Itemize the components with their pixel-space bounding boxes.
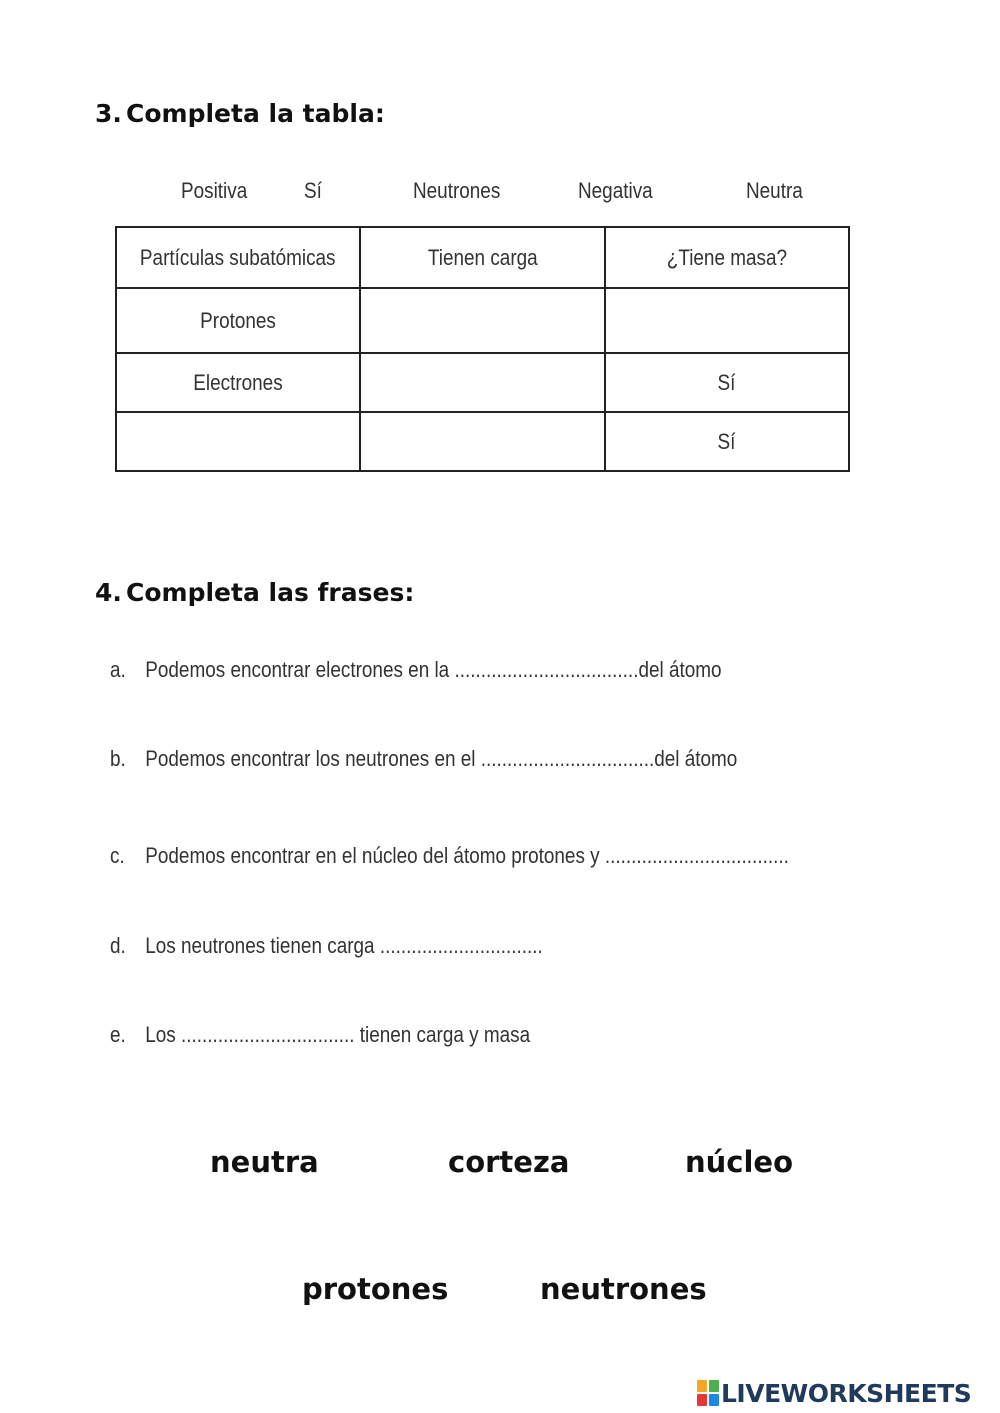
section-3-heading <box>95 99 385 128</box>
section-4-heading <box>95 578 414 607</box>
logo-square <box>709 1394 719 1406</box>
word-bank-item: Sí <box>304 178 322 203</box>
table-row <box>116 353 849 412</box>
logo-square <box>709 1380 719 1392</box>
section-3-number: 3. <box>95 99 122 128</box>
logo-text: LIVEWORKSHEETS <box>721 1378 972 1408</box>
sentence-b[interactable] <box>110 746 737 772</box>
table-cell: Electrones <box>116 353 360 412</box>
sentence-letter: a. <box>110 657 126 682</box>
section-4-number: 4. <box>95 578 122 607</box>
sentence-text: Podemos encontrar los neutrones en el .................................del átomo <box>145 746 738 771</box>
sentence-letter: e. <box>110 1022 126 1047</box>
word-bank-item: Positiva <box>181 178 248 203</box>
answer-word-neutra[interactable]: neutra <box>210 1145 319 1179</box>
particles-table <box>115 226 850 472</box>
word-bank-item: Neutrones <box>413 178 501 203</box>
answer-word-nucleo[interactable]: núcleo <box>685 1145 794 1179</box>
table-row <box>116 288 849 353</box>
table-header-cell: ¿Tiene masa? <box>605 227 849 288</box>
sentence-d[interactable] <box>110 933 543 959</box>
liveworksheets-logo <box>697 1377 971 1409</box>
sentence-a[interactable] <box>110 657 722 683</box>
sentence-e[interactable] <box>110 1022 530 1048</box>
table-cell: Sí <box>605 353 849 412</box>
answer-word-neutrones[interactable]: neutrones <box>540 1272 707 1306</box>
table-answer-cell[interactable] <box>605 288 849 353</box>
logo-icon <box>697 1380 719 1406</box>
table-answer-cell[interactable] <box>360 412 604 471</box>
answer-word-protones[interactable]: protones <box>302 1272 449 1306</box>
sentence-letter: b. <box>110 746 126 771</box>
sentence-c[interactable] <box>110 843 789 869</box>
word-bank-item: Neutra <box>746 178 803 203</box>
section-3-title: Completa la tabla: <box>126 99 385 128</box>
table-answer-cell[interactable] <box>116 412 360 471</box>
sentence-text: Los neutrones tienen carga ............................... <box>145 933 543 958</box>
sentence-text: Podemos encontrar electrones en la ...................................del átomo <box>145 657 722 682</box>
word-bank-item: Negativa <box>578 178 653 203</box>
sentence-letter: d. <box>110 933 126 958</box>
logo-square <box>697 1394 707 1406</box>
sentence-text: Los ................................. tienen carga y masa <box>145 1022 531 1047</box>
answer-word-corteza[interactable]: corteza <box>448 1145 570 1179</box>
table-header-row <box>116 227 849 288</box>
table-header-cell: Tienen carga <box>360 227 604 288</box>
sentence-text: Podemos encontrar en el núcleo del átomo protones y ................................... <box>145 843 789 868</box>
logo-square <box>697 1380 707 1392</box>
table-row <box>116 412 849 471</box>
table-answer-cell[interactable] <box>360 353 604 412</box>
table-cell: Protones <box>116 288 360 353</box>
table-header-cell: Partículas subatómicas <box>116 227 360 288</box>
section-4-title: Completa las frases: <box>126 578 415 607</box>
table-answer-cell[interactable] <box>360 288 604 353</box>
table-cell: Sí <box>605 412 849 471</box>
sentence-letter: c. <box>110 843 125 868</box>
